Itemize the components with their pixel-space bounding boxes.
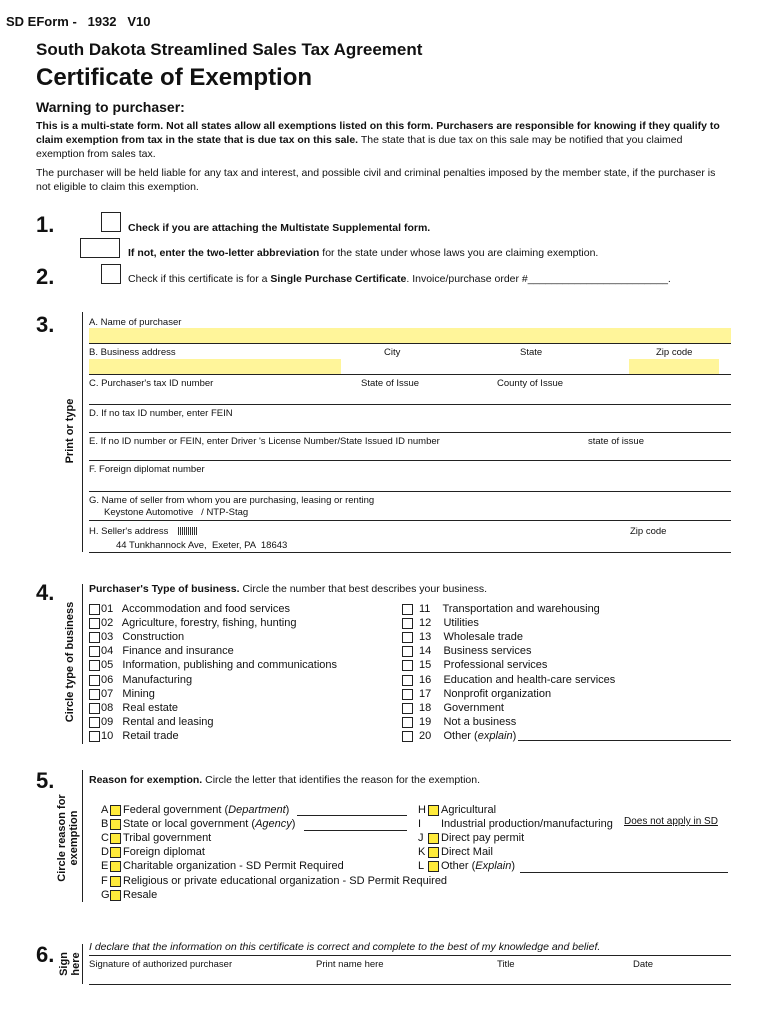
reason-letter: L <box>418 860 425 873</box>
declaration-text: I declare that the information on this certificate is correct and complete to the best of my knowledge and belief. <box>89 941 601 953</box>
drivers-license-label: E. If no ID number or FEIN, enter Driver 's License Number/State Issued ID number <box>89 436 440 447</box>
other-reason-line <box>520 872 728 873</box>
reason-label <box>123 818 295 830</box>
reason-italic: Agency <box>255 818 292 831</box>
reason-heading-bold: Reason for exemption. <box>89 774 203 786</box>
section-6-divider <box>82 944 83 984</box>
reason-text: Agricultural <box>441 804 497 816</box>
circle-type-of-business-label: Circle type of business <box>64 601 76 723</box>
reason-label <box>123 804 289 816</box>
reason-checkbox[interactable] <box>428 805 439 816</box>
business-type-text: 12 Utilities <box>419 617 479 630</box>
business-type-checkbox[interactable] <box>89 604 100 615</box>
business-type-text: 18 Government <box>419 701 504 714</box>
reason-letter: J <box>418 832 424 845</box>
drivers-license-state-label: state of issue <box>588 436 644 447</box>
business-type-text: 16 Education and health-care services <box>419 673 616 686</box>
reason-italic: Department <box>228 804 286 816</box>
agency-line <box>304 830 407 831</box>
business-type-checkbox[interactable] <box>89 660 100 671</box>
business-type-checkbox[interactable] <box>402 604 413 615</box>
other-explain-line <box>518 740 731 741</box>
state-abbreviation-rest: for the state under whose laws you are claiming exemption. <box>319 247 599 259</box>
business-type-label: 03 Construction <box>101 631 185 644</box>
reason-checkbox[interactable] <box>110 876 121 887</box>
section-3-number: 3. <box>36 312 55 337</box>
single-purchase-post: . Invoice/purchase order #________________________. <box>406 273 671 285</box>
reason-letter: H <box>418 804 426 816</box>
business-type-checkbox[interactable] <box>402 618 413 629</box>
business-type-label: 05 Information, publishing and communications <box>101 659 338 672</box>
business-type-checkbox[interactable] <box>402 703 413 714</box>
reason-text: Resale <box>123 888 158 901</box>
purchaser-name-field[interactable] <box>89 328 731 343</box>
reason-checkbox[interactable] <box>110 847 121 858</box>
state-abbreviation-label <box>128 247 598 259</box>
reason-close: ) <box>285 804 290 816</box>
here-label: here <box>70 952 82 976</box>
reason-text: Other ( <box>441 860 476 873</box>
section-5-divider <box>82 770 83 902</box>
section-2-number: 2. <box>36 264 55 289</box>
warning-paragraph-2: The purchaser will be held liable for any tax and interest, and possible civil and criminal penalties imposed by the member state, if the purchaser is not eligible to claim this exemption. <box>36 167 716 193</box>
reason-label <box>441 818 613 830</box>
business-type-text: 15 Professional services <box>419 659 548 672</box>
business-type-checkbox[interactable] <box>402 632 413 643</box>
reason-letter: D <box>101 846 109 859</box>
business-type-label <box>419 688 551 700</box>
reason-text: Industrial production/manufacturing <box>441 818 613 831</box>
department-line <box>297 815 407 816</box>
state-of-issue-label: State of Issue <box>361 378 420 389</box>
business-type-label: 02 Agriculture, forestry, fishing, hunting <box>101 617 297 630</box>
section-5-number: 5. <box>36 768 55 793</box>
reason-checkbox[interactable] <box>110 833 121 844</box>
reason-heading-rest: Circle the letter that identifies the reason for the exemption. <box>202 774 481 786</box>
single-purchase-bold: Single Purchase Certificate <box>270 273 407 285</box>
state-label: State <box>520 347 543 358</box>
print-name-label: Print name here <box>316 959 384 970</box>
reason-label <box>123 860 344 872</box>
business-type-heading <box>89 583 487 595</box>
seller-name-line <box>89 520 731 521</box>
zip-code-field[interactable] <box>629 359 719 374</box>
reason-letter: G <box>101 888 110 901</box>
foreign-diplomat-label: F. Foreign diplomat number <box>89 464 205 475</box>
business-type-checkbox[interactable] <box>89 618 100 629</box>
business-type-text: 20 Other ( <box>419 729 478 742</box>
reason-label <box>123 889 157 901</box>
seller-address-line <box>89 552 731 553</box>
does-not-apply-note: Does not apply in SD <box>624 816 718 827</box>
reason-text: Charitable organization - SD Permit Required <box>123 860 344 873</box>
reason-checkbox[interactable] <box>110 861 121 872</box>
circle-reason-label-1: Circle reason for <box>56 794 68 882</box>
county-of-issue-label: County of Issue <box>497 378 564 389</box>
business-type-label: 07 Mining <box>101 687 155 700</box>
reason-letter: A <box>101 804 109 816</box>
city-label: City <box>384 347 401 358</box>
business-type-checkbox[interactable] <box>89 646 100 657</box>
business-type-label: 04 Finance and insurance <box>101 645 234 658</box>
reason-checkbox[interactable] <box>428 847 439 858</box>
reason-checkbox[interactable] <box>110 819 121 830</box>
business-type-checkbox[interactable] <box>402 731 413 742</box>
reason-label <box>123 846 205 858</box>
reason-text: Direct Mail <box>441 846 493 859</box>
reason-label <box>441 860 515 872</box>
fein-label: D. If no tax ID number, enter FEIN <box>89 408 233 419</box>
other-explain-text: explain <box>477 729 513 742</box>
single-purchase-label <box>128 273 671 285</box>
business-type-label <box>419 645 532 657</box>
business-type-text: 13 Wholesale trade <box>419 631 523 644</box>
declaration-line <box>89 955 731 956</box>
business-type-heading-bold: Purchaser's Type of business. <box>89 583 240 595</box>
business-type-checkbox[interactable] <box>402 646 413 657</box>
seller-address-label: H. Seller's address <box>89 526 169 537</box>
reason-text: State or local government ( <box>123 818 256 831</box>
section-1-number: 1. <box>36 212 55 237</box>
form-id: SD EForm - 1932 V10 <box>6 14 151 29</box>
warning-heading: Warning to purchaser: <box>36 99 185 115</box>
reason-explain: Explain <box>475 860 512 873</box>
reason-label <box>441 804 496 816</box>
signature-label: Signature of authorized purchaser <box>89 959 233 970</box>
reason-letter: F <box>101 874 108 887</box>
reason-explain-close: ) <box>511 860 515 873</box>
section-6-number: 6. <box>36 942 55 967</box>
business-type-checkbox[interactable] <box>89 632 100 643</box>
business-type-label <box>419 617 479 629</box>
supplemental-form-checkbox[interactable] <box>101 212 121 232</box>
business-type-checkbox[interactable] <box>89 717 100 728</box>
business-type-label <box>419 702 504 714</box>
reason-label <box>123 832 211 844</box>
reason-text: Foreign diplomat <box>123 846 205 859</box>
warning-paragraph-1 <box>36 119 731 161</box>
business-type-label: 08 Real estate <box>101 701 179 714</box>
business-type-label <box>419 631 523 643</box>
other-explain-close: ) <box>512 729 517 742</box>
circle-reason-label-2: exemption <box>68 810 80 866</box>
business-type-checkbox[interactable] <box>402 675 413 686</box>
reason-checkbox[interactable] <box>428 833 439 844</box>
business-type-text: 14 Business services <box>419 645 532 658</box>
business-address-label: B. Business address <box>89 347 176 358</box>
reason-checkbox[interactable] <box>110 805 121 816</box>
business-type-checkbox[interactable] <box>402 660 413 671</box>
reason-checkbox[interactable] <box>428 861 439 872</box>
business-type-checkbox[interactable] <box>402 717 413 728</box>
title-label: Title <box>497 959 515 970</box>
business-type-heading-rest: Circle the number that best describes your business. <box>239 583 487 595</box>
reason-close: ) <box>291 818 296 831</box>
warning-normal-text: The state that is due tax on this sale may be notified that you claimed exemption from sales tax. <box>36 134 683 160</box>
business-type-text: 19 Not a business <box>419 715 517 728</box>
reason-heading <box>89 774 480 786</box>
section-3-divider <box>82 312 83 552</box>
reason-letter: B <box>101 818 109 831</box>
sign-label: Sign <box>58 952 70 976</box>
business-type-label <box>419 674 615 686</box>
state-abbreviation-bold: If not, enter the two-letter abbreviation <box>128 247 320 259</box>
reason-text: Direct pay permit <box>441 832 525 845</box>
business-type-label: 06 Manufacturing <box>101 673 193 686</box>
business-type-label: 09 Rental and leasing <box>101 715 214 728</box>
form-title: South Dakota Streamlined Sales Tax Agreement <box>36 40 423 59</box>
seller-name-value[interactable]: Keystone Automotive / NTP-Stag <box>104 507 249 518</box>
reason-text: Religious or private educational organization - SD Permit Required <box>123 874 448 887</box>
reason-text: Federal government ( <box>123 804 229 816</box>
reason-letter: E <box>101 860 109 873</box>
reason-label <box>123 875 447 887</box>
business-address-line <box>89 374 731 375</box>
seller-address-value[interactable]: 44 Tunkhannock Ave, Exeter, PA 18643 <box>116 540 288 551</box>
redaction-mark <box>178 527 198 535</box>
foreign-diplomat-line <box>89 491 731 492</box>
zip-label: Zip code <box>656 347 693 358</box>
supplemental-form-label: Check if you are attaching the Multistate Supplemental form. <box>128 222 431 234</box>
fein-line <box>89 432 731 433</box>
business-type-text: 17 Nonprofit organization <box>419 687 552 700</box>
reason-text: Tribal government <box>123 832 212 845</box>
tax-id-label: C. Purchaser's tax ID number <box>89 378 214 389</box>
reason-letter: K <box>418 846 426 859</box>
business-type-checkbox[interactable] <box>89 689 100 700</box>
form-subtitle: Certificate of Exemption <box>36 64 313 91</box>
business-type-label <box>419 730 516 742</box>
business-type-label <box>419 659 547 671</box>
seller-name-label: G. Name of seller from whom you are purchasing, leasing or renting <box>89 495 375 506</box>
business-type-checkbox[interactable] <box>89 703 100 714</box>
tax-id-line <box>89 404 731 405</box>
reason-checkbox[interactable] <box>110 890 121 901</box>
date-label: Date <box>633 959 654 970</box>
single-purchase-checkbox[interactable] <box>101 264 121 284</box>
business-address-field[interactable] <box>89 359 341 374</box>
single-purchase-pre: Check if this certificate is for a <box>128 273 271 285</box>
business-type-checkbox[interactable] <box>89 675 100 686</box>
business-type-checkbox[interactable] <box>402 689 413 700</box>
reason-letter: I <box>418 818 422 831</box>
purchaser-name-line <box>89 343 731 344</box>
business-type-checkbox[interactable] <box>89 731 100 742</box>
print-or-type-label: Print or type <box>64 398 76 464</box>
seller-zip-label: Zip code <box>630 526 667 537</box>
section-4-divider <box>82 584 83 744</box>
business-type-label: 10 Retail trade <box>101 729 179 742</box>
business-type-label: 01 Accommodation and food services <box>101 603 290 615</box>
state-abbreviation-field[interactable] <box>80 238 120 258</box>
warning-bold-text: This is a multi-state form. Not all states allow all exemptions listed on this form. Purchasers are responsible for knowing if they qualify to claim exemption from tax in the state that is due tax on this sale. <box>36 120 720 146</box>
reason-label <box>441 832 524 844</box>
business-type-text: 11 Transportation and warehousing <box>419 603 600 615</box>
signature-line <box>89 984 731 985</box>
drivers-license-line <box>89 460 731 461</box>
business-type-label <box>419 716 516 728</box>
reason-letter: C <box>101 832 109 845</box>
section-4-number: 4. <box>36 580 55 605</box>
reason-label <box>441 846 493 858</box>
business-type-label <box>419 603 600 615</box>
purchaser-name-label: A. Name of purchaser <box>89 317 182 328</box>
